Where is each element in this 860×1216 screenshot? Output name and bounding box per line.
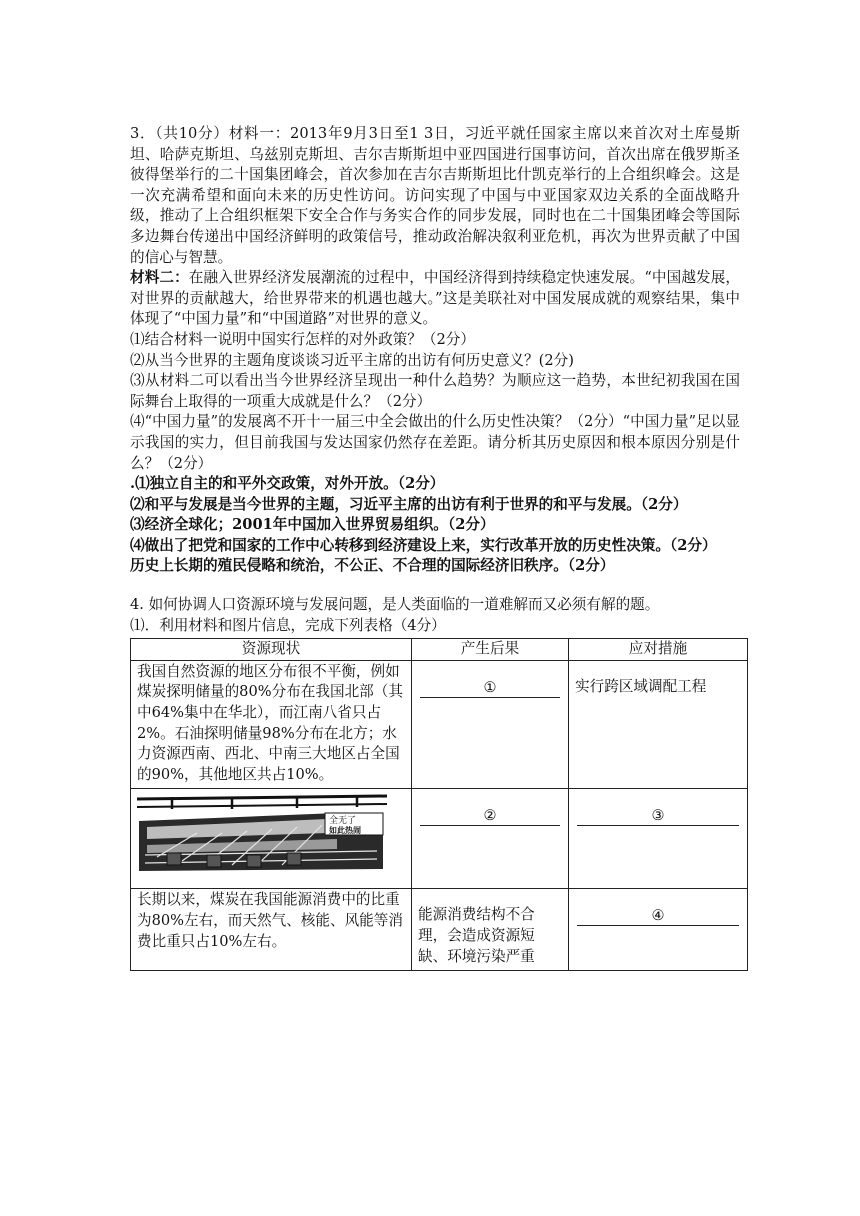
q4-sub1: ⑴．利用材料和图片信息，完成下列表格（4分） — [130, 616, 446, 634]
answer-blank-4[interactable]: ④ — [577, 906, 739, 926]
q4-intro: 4. 如何协调人口资源环境与发展问题，是人类面临的一道难解而又必须有解的题。 — [130, 596, 660, 614]
answer-blank-3[interactable]: ③ — [577, 806, 739, 826]
q3-question-3: ⑶从材料二可以看出当今世界经济呈现出一种什么趋势？为顺应这一趋势，本世纪初我国在国际舞台上取得的一项重大成就是什么？（2分） — [130, 372, 740, 410]
table-header-row — [131, 639, 748, 661]
table-row — [131, 660, 748, 789]
row1-result — [412, 660, 569, 789]
row1-status: 我国自然资源的地区分布很不平衡，例如煤炭探明储量的80%分布在我国北部（其中64%集中在华北），而江南八省只占2%。石油探明储量98%分布在北方；水力资源西南、西北、中南三大地区占全国的90%，其他地区共占10%。 — [131, 660, 412, 789]
q3-material1: 3．（共10分）材料一：2013年9月3日至1 3日，习近平就任国家主席以来首次对土库曼斯坦、哈萨克斯坦、乌兹别克斯坦、吉尔吉斯斯坦中亚四国进行国事访问，首次出席在俄罗斯圣彼得堡举行的二十国集团峰会，首次参加在吉尔吉斯斯坦比什凯克举行的上合组织峰会。这是一次充满希望和面向未来的历史性访问。访问实现了中国与中亚国家双边关系的全面战略升级，推动了上合组织框架下安全合作与务实合作的同步发展，同时也在二十国集团峰会等国际多边舞台传递出中国经济鲜明的政策信号，推动政治解决叙利亚危机，再次为世界贡献了中国的信心与智慧。 — [130, 125, 740, 266]
header-measure: 应对措施 — [569, 639, 748, 661]
material2-label: 材料二： — [130, 269, 189, 287]
row2-measure — [569, 789, 748, 889]
q3-question-1: ⑴结合材料一说明中国实行怎样的对外政策？（2分） — [130, 330, 475, 348]
resource-table — [130, 638, 748, 971]
q3-answer-5: 历史上长期的殖民侵略和统治，不公正、不合理的国际经济旧秩序。（2分） — [130, 557, 615, 575]
table-row — [131, 889, 748, 971]
answer-blank-1[interactable]: ① — [420, 678, 560, 698]
row1-measure: 实行跨区域调配工程 — [569, 660, 748, 789]
row2-result — [412, 789, 569, 889]
material2-text: 在融入世界经济发展潮流的过程中，中国经济得到持续稳定快速发展。“中国越发展，对世界的贡献越大，给世界带来的机遇也越大。”这是美联社对中国发展成就的观察结果，集中体现了“中国力量”和“中国道路”对世界的意义。 — [130, 269, 740, 328]
q3-answer-2: ⑵和平与发展是当今世界的主题，习近平主席的出访有利于世界的和平与发展。（2分） — [130, 495, 688, 513]
row3-measure — [569, 889, 748, 971]
q3-question-2: ⑵从当今世界的主题角度谈谈习近平主席的出访有何历史意义？(2分) — [130, 351, 574, 369]
table-row — [131, 789, 748, 889]
row3-status: 长期以来，煤炭在我国能源消费中的比重为80%左右，而天然气、核能、风能等消费比重只占10%左右。 — [131, 889, 412, 971]
document-page — [130, 124, 740, 971]
row2-cartoon-cell — [131, 789, 412, 889]
answer-blank-2[interactable]: ② — [420, 806, 560, 826]
q3-material2 — [130, 268, 740, 330]
q3-answer-3: ⑶经济全球化；2001年中国加入世界贸易组织。（2分） — [130, 516, 495, 534]
header-result: 产生后果 — [412, 639, 569, 661]
q3-answer-4: ⑷做出了把党和国家的工作中心转移到经济建设上来，实行改革开放的历史性决策。（2分） — [130, 536, 717, 554]
cartoon-drawing — [137, 793, 387, 875]
q3-question-4: ⑷“中国力量”的发展离不开十一届三中全会做出的什么历史性决策？（2分）“中国力量”足以显示我国的实力，但目前我国与发达国家仍然存在差距。请分析其历史原因和根本原因分别是什么？（2分） — [130, 413, 740, 472]
svg-text:如此热闹: 如此热闹 — [329, 826, 361, 836]
q3-answer-1: .⑴独立自主的和平外交政策，对外开放。（2分） — [130, 475, 445, 493]
cartoon-image — [137, 793, 387, 875]
cartoon-sign-text: 全无了 — [329, 816, 357, 827]
spacer — [130, 577, 740, 595]
header-status: 资源现状 — [131, 639, 412, 661]
row3-result: 能源消费结构不合理，会造成资源短缺、环境污染严重 — [412, 889, 569, 971]
